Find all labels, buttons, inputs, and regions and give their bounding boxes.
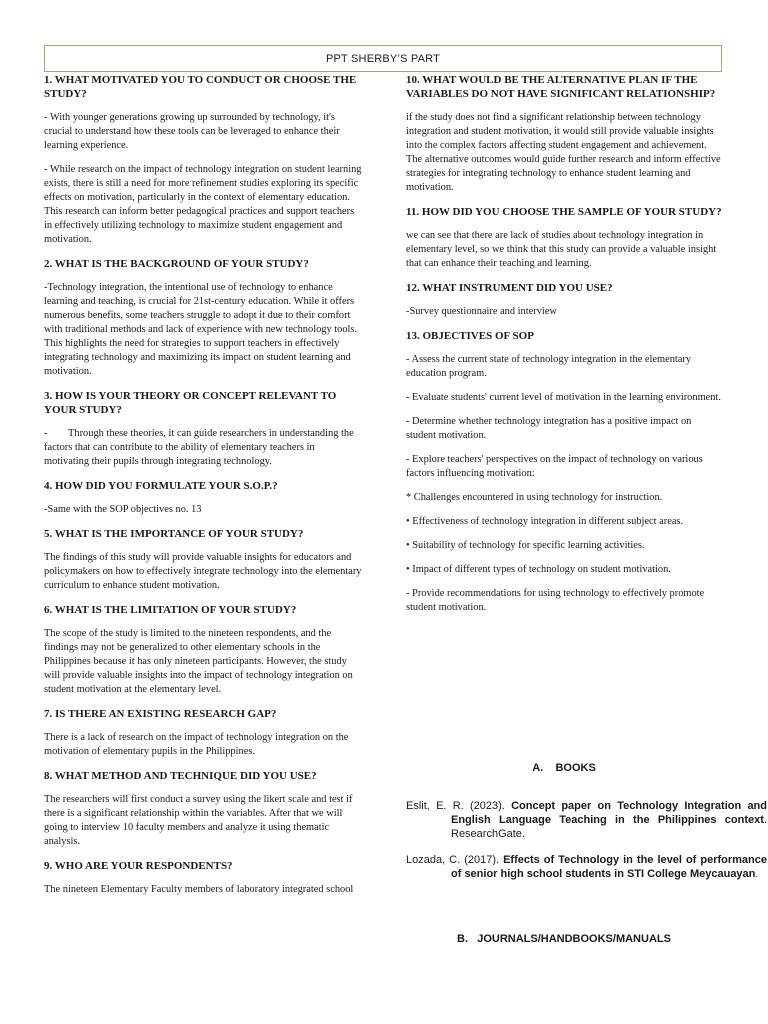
objective-item: - Explore teachers' perspectives on the impact of technology on various factors influencing motivation: [406,454,703,479]
qa-section [44,73,362,247]
page-header [44,45,722,72]
answer-paragraph: The nineteen Elementary Faculty members of laboratory integrated school [44,884,354,895]
reference-entry [406,853,767,881]
qa-section [44,257,362,379]
answer-paragraph: -Technology integration, the intentional use of technology to enhance learning and teaching, is crucial for 21st-century education. While it offers numerous benefits, some teachers struggle to adopt it due to their comfort with traditional methods and lack of experience with new technology tools. This highlights the need for strategies to support teachers in effectively integrating technology and maximizing its impact on student learning and motivation. [44,282,358,377]
qa-section [44,479,362,517]
objective-item: - Determine whether technology integration has a positive impact on student motivation. [406,416,692,441]
journals-heading: B. JOURNALS/HANDBOOKS/MANUALS [457,933,671,945]
answer-paragraph: -Same with the SOP objectives no. 13 [44,504,202,515]
references-section [406,761,767,945]
question-heading: 11. HOW DID YOU CHOOSE THE SAMPLE OF YOUR STUDY? [406,206,722,218]
answer-paragraph: - With younger generations growing up surrounded by technology, it's crucial to understand how these tools can be leveraged to enhance their learning experience. [44,112,340,151]
reference-author: Eslit, E. R. (2023). [406,800,512,812]
qa-section [406,281,722,319]
objective-item: - Assess the current state of technology integration in the elementary education program. [406,354,692,379]
objective-bullet: • Suitability of technology for specific learning activities. [406,540,645,551]
question-heading: 4. HOW DID YOU FORMULATE YOUR S.O.P.? [44,480,278,492]
question-heading: 13. OBJECTIVES OF SOP [406,330,534,342]
question-heading: 3. HOW IS YOUR THEORY OR CONCEPT RELEVANT TO YOUR STUDY? [44,390,337,416]
reference-entry [406,799,767,841]
answer-paragraph: - Through these theories, it can guide researchers in understanding the factors that can contribute to the ability of elementary teachers in motivating their pupils through integrating technology. [44,428,357,467]
reference-source: . ResearchGate. [451,814,767,840]
question-heading: 2. WHAT IS THE BACKGROUND OF YOUR STUDY? [44,258,309,270]
qa-section [44,389,362,469]
objective-bullet: • Impact of different types of technology on student motivation. [406,564,671,575]
qa-section [406,73,722,195]
answer-paragraph: - While research on the impact of technology integration on student learning exists, there is still a need for more refinement studies exploring its specific effects on motivation, particularly in the context of elementary education. This research can inform better pedagogical practices and support teachers in effectively utilizing technology to maximize student engagement and motivation. [44,164,362,245]
qa-section [44,769,362,849]
page-title: PPT SHERBY’S PART [325,52,441,65]
reference-source: . [755,868,759,880]
qa-section [406,329,722,615]
qa-section [44,707,362,759]
question-heading: 5. WHAT IS THE IMPORTANCE OF YOUR STUDY? [44,528,304,540]
question-heading: 10. WHAT WOULD BE THE ALTERNATIVE PLAN IF THE VARIABLES DO NOT HAVE SIGNIFICANT RELATIONSHIP? [406,74,716,100]
reference-title: Concept paper on Technology Integration and English Language Teaching in the Philippines context [451,800,767,826]
right-column [406,73,767,945]
objective-bullet: • Effectiveness of technology integration in different subject areas. [406,516,684,527]
question-heading: 6. WHAT IS THE LIMITATION OF YOUR STUDY? [44,604,297,616]
books-heading: A. BOOKS [532,762,596,774]
answer-paragraph: The findings of this study will provide valuable insights for educators and policymakers on how to effectively integrate technology into the elementary curriculum to enhance student motivation. [44,552,362,591]
qa-section [406,205,722,271]
qa-section [44,527,362,593]
answer-paragraph: The scope of the study is limited to the nineteen respondents, and the findings may not be generalized to other elementary schools in the Philippines because it has only nineteen participants. However, the study will provide valuable insights into the impact of technology integration on student motivation at the elementary level. [44,628,353,695]
qa-section [44,603,362,697]
reference-title: Effects of Technology in the level of performance of senior high school students in STI College Meycauayan [451,854,767,880]
answer-paragraph: we can see that there are lack of studies about technology integration in elementary level, so we think that this study can provide a valuable insight that can enhance their teaching and learning. [406,230,717,269]
answer-paragraph: The researchers will first conduct a survey using the likert scale and test if there is a significant relationship within the variables. After that we will going to interview 10 faculty members and analyze it using thematic analysis. [44,794,353,847]
question-heading: 8. WHAT METHOD AND TECHNIQUE DID YOU USE? [44,770,317,782]
question-heading: 1. WHAT MOTIVATED YOU TO CONDUCT OR CHOOSE THE STUDY? [44,74,357,100]
question-heading: 12. WHAT INSTRUMENT DID YOU USE? [406,282,613,294]
objective-bullet: * Challenges encountered in using technology for instruction. [406,492,663,503]
answer-paragraph: There is a lack of research on the impact of technology integration on the motivation of elementary pupils in the Philippines. [44,732,349,757]
qa-section [44,859,362,897]
answer-paragraph: -Survey questionnaire and interview [406,306,557,317]
left-column [44,73,362,907]
question-heading: 7. IS THERE AN EXISTING RESEARCH GAP? [44,708,277,720]
question-heading: 9. WHO ARE YOUR RESPONDENTS? [44,860,233,872]
answer-paragraph: if the study does not find a significant relationship between technology integration and student motivation, it would still provide valuable insights into the complex factors affecting student engagement and achievement. The alternative outcomes would guide further research and inform effective strategies for integrating technology to enhance student learning and motivation. [406,112,721,193]
objective-item: - Evaluate students' current level of motivation in the learning environment. [406,392,721,403]
reference-author: Lozada, C. (2017). [406,854,504,866]
objective-item: - Provide recommendations for using technology to effectively promote student motivation. [406,588,705,613]
